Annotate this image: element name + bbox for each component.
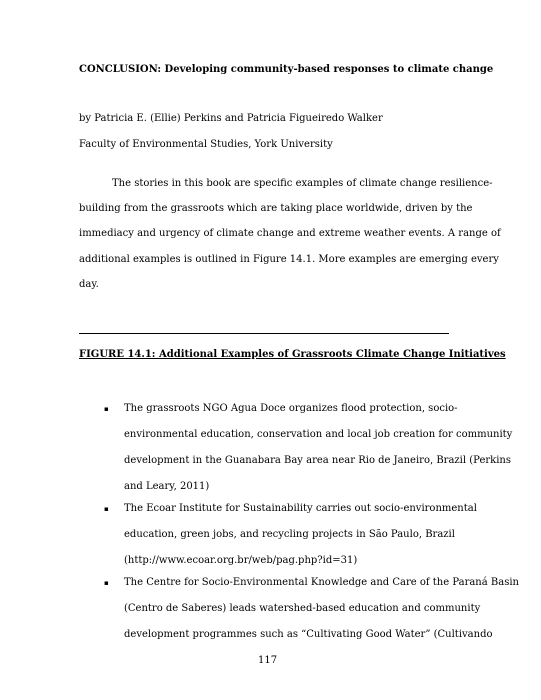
- bullet-square-icon: ▪: [104, 505, 109, 513]
- authors-line: by Patricia E. (Ellie) Perkins and Patricia Figueiredo Walker: [79, 113, 383, 124]
- list-item-line: (Centro de Saberes) leads watershed-based education and community: [124, 603, 481, 614]
- list-item-line: and Leary, 2011): [124, 481, 210, 492]
- intro-line: additional examples is outlined in Figure 14.1. More examples are emerging every: [79, 253, 499, 265]
- list-item: [104, 396, 513, 500]
- list-item-line: environmental education, conservation and local job creation for community: [124, 429, 513, 440]
- list-item: [104, 496, 477, 574]
- list-item-line: The Centre for Socio-Environmental Knowledge and Care of the Paraná Basin: [124, 577, 519, 588]
- list-item-line: The grassroots NGO Agua Doce organizes flood protection, socio-: [124, 403, 458, 414]
- intro-line: building from the grassroots which are taking place worldwide, driven by the: [79, 203, 473, 215]
- chapter-heading: CONCLUSION: Developing community-based responses to climate change: [79, 64, 494, 75]
- list-item-line: development programmes such as “Cultivating Good Water” (Cultivando: [124, 629, 493, 640]
- intro-line: immediacy and urgency of climate change and extreme weather events. A range of: [79, 228, 501, 240]
- page-number: 117: [258, 655, 278, 666]
- list-item: [104, 570, 519, 648]
- bullet-square-icon: ▪: [104, 579, 109, 587]
- bullet-square-icon: ▪: [104, 405, 109, 413]
- list-item-line: The Ecoar Institute for Sustainability carries out socio-environmental: [124, 503, 477, 514]
- affiliation-line: Faculty of Environmental Studies, York University: [79, 139, 333, 150]
- list-item-line: (http://www.ecoar.org.br/web/pag.php?id=31): [124, 555, 358, 566]
- intro-line: day.: [79, 278, 99, 290]
- figure-title: FIGURE 14.1: Additional Examples of Grassroots Climate Change Initiatives: [79, 349, 506, 360]
- list-item-line: development in the Guanabara Bay area near Rio de Janeiro, Brazil (Perkins: [124, 455, 511, 466]
- horizontal-rule: [79, 333, 449, 334]
- list-item-line: education, green jobs, and recycling projects in São Paulo, Brazil: [124, 529, 455, 540]
- intro-paragraph: [79, 171, 501, 297]
- intro-line: The stories in this book are specific examples of climate change resilience-: [112, 178, 493, 189]
